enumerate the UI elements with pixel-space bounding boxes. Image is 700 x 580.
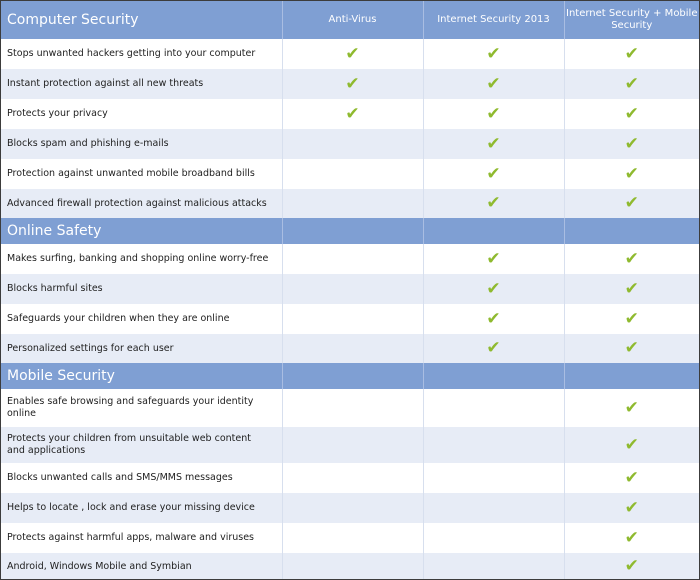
check-cell-internet-security-2013	[423, 523, 564, 553]
check-icon: ✔	[345, 103, 360, 124]
check-icon: ✔	[624, 308, 639, 329]
feature-label: Makes surfing, banking and shopping online worry-free	[1, 244, 282, 274]
feature-label: Safeguards your children when they are online	[1, 304, 282, 334]
check-cell-internet-security-mobile-security	[564, 244, 699, 274]
feature-label: Enables safe browsing and safeguards your identity online	[1, 389, 282, 427]
check-cell-internet-security-2013	[423, 159, 564, 189]
check-icon: ✔	[486, 43, 501, 64]
check-cell-internet-security-2013	[423, 463, 564, 493]
feature-label: Protects your children from unsuitable web content and applications	[1, 427, 282, 463]
section-header-cell	[423, 218, 564, 244]
column-header-anti-virus: Anti-Virus	[282, 1, 423, 39]
check-icon: ✔	[624, 163, 639, 184]
check-cell-internet-security-mobile-security	[564, 99, 699, 129]
check-icon: ✔	[624, 133, 639, 154]
check-cell-internet-security-2013	[423, 129, 564, 159]
check-icon: ✔	[486, 278, 501, 299]
table-row	[1, 334, 699, 363]
table-row	[1, 159, 699, 189]
check-icon: ✔	[486, 103, 501, 124]
check-cell-anti-virus	[282, 389, 423, 427]
column-header-internet-security-mobile-security: Internet Security + Mobile Security	[564, 1, 699, 39]
check-cell-anti-virus	[282, 159, 423, 189]
check-cell-anti-virus	[282, 553, 423, 580]
table-row	[1, 553, 699, 580]
feature-label: Stops unwanted hackers getting into your computer	[1, 39, 282, 69]
check-cell-internet-security-mobile-security	[564, 189, 699, 218]
check-cell-internet-security-mobile-security	[564, 463, 699, 493]
check-cell-internet-security-mobile-security	[564, 334, 699, 363]
check-cell-anti-virus	[282, 304, 423, 334]
feature-label: Instant protection against all new threats	[1, 69, 282, 99]
check-cell-internet-security-2013	[423, 427, 564, 463]
check-icon: ✔	[624, 43, 639, 64]
table-row	[1, 427, 699, 463]
feature-label: Android, Windows Mobile and Symbian	[1, 553, 282, 580]
check-icon: ✔	[486, 193, 501, 213]
check-cell-internet-security-2013	[423, 493, 564, 523]
check-cell-internet-security-2013	[423, 304, 564, 334]
table-row	[1, 274, 699, 304]
check-cell-internet-security-mobile-security	[564, 493, 699, 523]
section-header-cell	[564, 363, 699, 389]
check-icon: ✔	[624, 338, 639, 358]
check-cell-anti-virus	[282, 463, 423, 493]
check-icon: ✔	[486, 133, 501, 154]
check-icon: ✔	[624, 556, 639, 576]
check-icon: ✔	[624, 193, 639, 213]
check-icon: ✔	[624, 248, 639, 269]
feature-label: Blocks unwanted calls and SMS/MMS messages	[1, 463, 282, 493]
check-icon: ✔	[624, 278, 639, 299]
feature-label: Blocks harmful sites	[1, 274, 282, 304]
table-row	[1, 129, 699, 159]
check-icon: ✔	[345, 73, 360, 94]
check-cell-internet-security-2013	[423, 39, 564, 69]
section-header-mobile-security	[1, 363, 699, 389]
feature-label: Personalized settings for each user	[1, 334, 282, 363]
check-cell-anti-virus	[282, 493, 423, 523]
check-cell-anti-virus	[282, 427, 423, 463]
comparison-table	[1, 1, 699, 580]
check-icon: ✔	[624, 434, 639, 455]
table-row	[1, 69, 699, 99]
check-cell-anti-virus	[282, 99, 423, 129]
section-header-cell	[282, 218, 423, 244]
check-icon: ✔	[624, 103, 639, 124]
check-cell-internet-security-2013	[423, 553, 564, 580]
table-row	[1, 523, 699, 553]
check-icon: ✔	[486, 308, 501, 329]
check-cell-anti-virus	[282, 523, 423, 553]
check-icon: ✔	[624, 527, 639, 548]
check-cell-internet-security-mobile-security	[564, 553, 699, 580]
feature-label: Helps to locate , lock and erase your missing device	[1, 493, 282, 523]
check-icon: ✔	[624, 397, 639, 418]
check-cell-internet-security-mobile-security	[564, 523, 699, 553]
table-row	[1, 389, 699, 427]
check-icon: ✔	[345, 43, 360, 64]
check-icon: ✔	[486, 248, 501, 269]
section-header-cell	[282, 363, 423, 389]
section-header-online-safety	[1, 218, 699, 244]
table-row	[1, 189, 699, 218]
section-header-cell	[423, 363, 564, 389]
check-cell-internet-security-mobile-security	[564, 304, 699, 334]
check-cell-internet-security-mobile-security	[564, 274, 699, 304]
check-cell-internet-security-mobile-security	[564, 69, 699, 99]
check-cell-internet-security-2013	[423, 389, 564, 427]
check-cell-internet-security-mobile-security	[564, 427, 699, 463]
section-title: Computer Security	[1, 1, 282, 39]
check-cell-internet-security-2013	[423, 69, 564, 99]
check-cell-internet-security-2013	[423, 274, 564, 304]
check-cell-anti-virus	[282, 129, 423, 159]
check-cell-internet-security-2013	[423, 334, 564, 363]
check-cell-internet-security-mobile-security	[564, 159, 699, 189]
check-icon: ✔	[486, 338, 501, 358]
comparison-table-body	[1, 1, 699, 580]
check-cell-anti-virus	[282, 334, 423, 363]
section-header-computer-security	[1, 1, 699, 39]
section-title: Mobile Security	[1, 363, 282, 389]
table-row	[1, 493, 699, 523]
check-icon: ✔	[624, 497, 639, 518]
column-header-internet-security-2013: Internet Security 2013	[423, 1, 564, 39]
check-cell-internet-security-mobile-security	[564, 389, 699, 427]
check-cell-anti-virus	[282, 69, 423, 99]
check-cell-anti-virus	[282, 274, 423, 304]
check-icon: ✔	[486, 163, 501, 184]
check-cell-anti-virus	[282, 244, 423, 274]
section-header-cell	[564, 218, 699, 244]
table-row	[1, 463, 699, 493]
feature-label: Protects against harmful apps, malware and viruses	[1, 523, 282, 553]
feature-label: Protection against unwanted mobile broadband bills	[1, 159, 282, 189]
check-cell-anti-virus	[282, 189, 423, 218]
feature-label: Blocks spam and phishing e-mails	[1, 129, 282, 159]
table-row	[1, 304, 699, 334]
table-row	[1, 99, 699, 129]
table-row	[1, 39, 699, 69]
check-cell-internet-security-mobile-security	[564, 129, 699, 159]
table-row	[1, 244, 699, 274]
check-cell-internet-security-mobile-security	[564, 39, 699, 69]
check-cell-internet-security-2013	[423, 99, 564, 129]
feature-label: Advanced firewall protection against malicious attacks	[1, 189, 282, 218]
check-icon: ✔	[486, 73, 501, 94]
check-cell-anti-virus	[282, 39, 423, 69]
check-cell-internet-security-2013	[423, 244, 564, 274]
feature-label: Protects your privacy	[1, 99, 282, 129]
section-title: Online Safety	[1, 218, 282, 244]
check-icon: ✔	[624, 73, 639, 94]
check-icon: ✔	[624, 467, 639, 488]
check-cell-internet-security-2013	[423, 189, 564, 218]
